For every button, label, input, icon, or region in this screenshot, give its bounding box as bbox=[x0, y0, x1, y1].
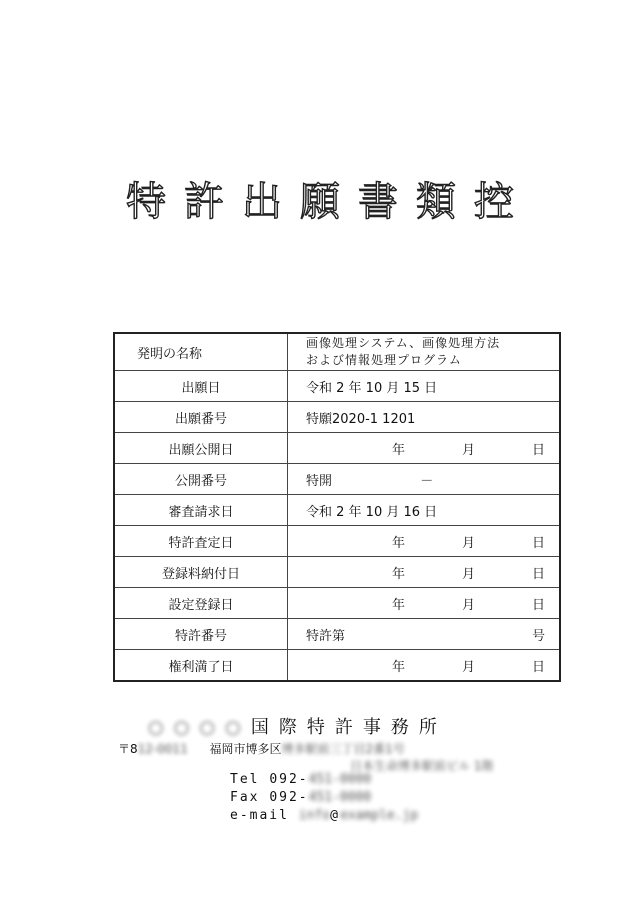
fax-label: Fax bbox=[230, 790, 260, 805]
row-label: 審査請求日 bbox=[114, 495, 288, 526]
row-label bbox=[114, 333, 288, 371]
row-value bbox=[288, 333, 561, 371]
day-unit: 日 bbox=[531, 597, 545, 613]
address-street-redacted: 博多駅前三丁目2番1号 bbox=[281, 742, 405, 756]
month-unit: 月 bbox=[461, 597, 475, 613]
postal-code-redacted: 12-0011 bbox=[137, 742, 188, 756]
email-line bbox=[230, 807, 418, 825]
firm-contacts bbox=[230, 771, 418, 825]
firm-address bbox=[118, 741, 493, 775]
row-value: 令和 2 年 10 月 15 日 bbox=[288, 371, 561, 402]
firm-name bbox=[148, 713, 447, 739]
row-label: 出願公開日 bbox=[114, 433, 288, 464]
table-row-patent-number bbox=[114, 619, 560, 650]
year-unit: 年 bbox=[391, 535, 405, 551]
tel-line bbox=[230, 771, 418, 789]
tel-prefix: 092- bbox=[269, 772, 309, 787]
row-value bbox=[288, 588, 561, 619]
row-label: 出願番号 bbox=[114, 402, 288, 433]
invention-title-line1: 画像処理システム、画像処理方法 bbox=[306, 336, 501, 350]
table-row-grant-decision-date bbox=[114, 526, 560, 557]
table-row-filing-date bbox=[114, 371, 560, 402]
patent-number-prefix: 特許第 bbox=[306, 628, 346, 644]
firm-name-redacted: ○○○○ bbox=[148, 717, 251, 738]
table-row-publication-date bbox=[114, 433, 560, 464]
publication-dash: － bbox=[420, 473, 434, 489]
month-unit: 月 bbox=[461, 442, 475, 458]
invention-title-line2: および情報処理プログラム bbox=[306, 353, 462, 367]
day-unit: 日 bbox=[531, 659, 545, 675]
table-row-registration-date bbox=[114, 588, 560, 619]
tel-redacted: 451-0000 bbox=[308, 772, 372, 787]
day-unit: 日 bbox=[531, 535, 545, 551]
table-row-expiration-date bbox=[114, 650, 560, 682]
row-label: 公開番号 bbox=[114, 464, 288, 495]
address-line1 bbox=[118, 741, 493, 758]
row-label: 特許番号 bbox=[114, 619, 288, 650]
year-unit: 年 bbox=[391, 659, 405, 675]
email-domain-redacted: example.jp bbox=[339, 808, 419, 823]
row-value bbox=[288, 433, 561, 464]
patent-number-suffix: 号 bbox=[531, 628, 545, 644]
row-value bbox=[288, 464, 561, 495]
table-row-application-number bbox=[114, 402, 560, 433]
email-at: @ bbox=[330, 808, 340, 823]
fax-redacted: 451-0000 bbox=[308, 790, 372, 805]
table-row-registration-fee-date bbox=[114, 557, 560, 588]
application-record-table bbox=[113, 332, 561, 682]
row-value: 令和 2 年 10 月 16 日 bbox=[288, 495, 561, 526]
row-label: 出願日 bbox=[114, 371, 288, 402]
day-unit: 日 bbox=[531, 566, 545, 582]
month-unit: 月 bbox=[461, 659, 475, 675]
year-unit: 年 bbox=[391, 566, 405, 582]
month-unit: 月 bbox=[461, 535, 475, 551]
firm-name-visible: 国際特許事務所 bbox=[250, 717, 447, 738]
row-value bbox=[288, 526, 561, 557]
day-unit: 日 bbox=[531, 442, 545, 458]
address-building-redacted: 日本生命博多駅前ビル 1階 bbox=[350, 759, 494, 773]
fax-prefix: 092- bbox=[269, 790, 309, 805]
address-city: 福岡市博多区 bbox=[209, 742, 282, 756]
page-title: 特許出願書類控 bbox=[126, 179, 532, 225]
postal-mark: 〒8 bbox=[118, 742, 138, 756]
tel-label: Tel bbox=[230, 772, 260, 787]
fax-line bbox=[230, 789, 418, 807]
row-label: 設定登録日 bbox=[114, 588, 288, 619]
row-value bbox=[288, 557, 561, 588]
row-label: 登録料納付日 bbox=[114, 557, 288, 588]
row-value: 特願2020-1 1201 bbox=[288, 402, 561, 433]
invention-title-value bbox=[306, 335, 559, 369]
year-unit: 年 bbox=[391, 597, 405, 613]
row-label: 権利満了日 bbox=[114, 650, 288, 682]
month-unit: 月 bbox=[461, 566, 475, 582]
table-row-invention-title bbox=[114, 333, 560, 371]
email-label: e-mail bbox=[230, 808, 289, 823]
row-value bbox=[288, 619, 561, 650]
publication-prefix: 特開 bbox=[306, 473, 333, 489]
email-user-redacted: info bbox=[298, 808, 331, 823]
year-unit: 年 bbox=[391, 442, 405, 458]
row-value bbox=[288, 650, 561, 682]
table-row-exam-request-date bbox=[114, 495, 560, 526]
row-label: 特許査定日 bbox=[114, 526, 288, 557]
label-text: 発明の名称 bbox=[137, 346, 203, 362]
table-row-publication-number bbox=[114, 464, 560, 495]
